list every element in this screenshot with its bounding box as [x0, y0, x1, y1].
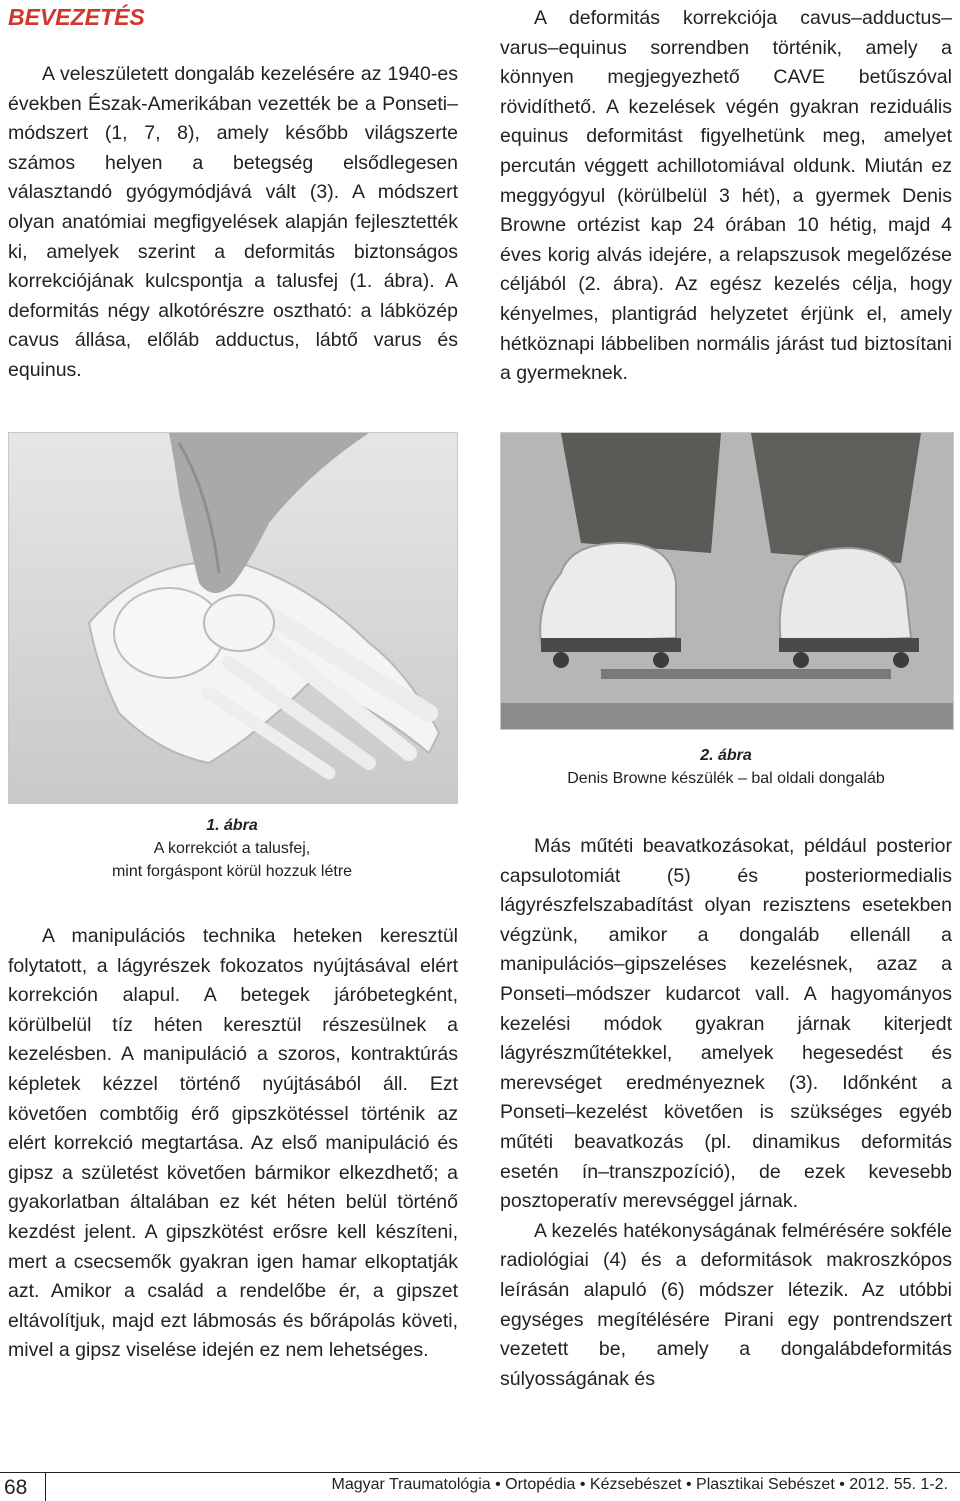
figure-2-caption	[500, 744, 952, 790]
figure-2-image	[500, 432, 954, 730]
paragraph: A kezelés hatékonyságának felmérésére sokféle radiológiai (4) és a deformitások makroszkópos leírásán alapuló (6) módszer létezik. Az utóbbi egységes megítélésére Pirani egy pontrendszert vezetett be, amely a dongalábdeformitás súlyosságának és	[500, 1219, 952, 1390]
journal-footer: Magyar Traumatológia • Ortopédia • Kézsebészet • Plasztikai Sebészet • 2012. 55. 1-2.	[331, 1476, 948, 1493]
figure-1-caption-line1: A korrekciót a talusfej,	[153, 840, 311, 857]
figure-2-caption-text: Denis Browne készülék – bal oldali dongaláb	[567, 770, 885, 787]
figure-1-caption-line2: mint forgáspont körül hozzuk létre	[111, 863, 353, 880]
paragraph: A manipulációs technika heteken keresztül folytatott, a lágyrészek fokozatos nyújtásával elért korrekción alapul. A betegek járóbetegként, körülbelül tíz héten keresztül részesülnek a kezelésben. A manipuláció a szoros, kontraktúrás képletek kézzel történő nyújtásából áll. Ezt követően combtőig érő gipszkötéssel történik az elért korrekció megtartása. Az első manipuláció és gipsz a születést követően bármikor elkezdhető; a gyakorlatban általában ez két héten belül történő kezdést jelent. A gipszkötést erősre kell készíteni, mert a csecsemők gyakran igen hamar elkoptatják azt. Amikor a család a rendelőbe ér, a gipszet eltávolítjuk, majd ezt lábmosás és bőrápolás követi, mivel a gipsz viselése idején ez nem lehetséges.	[8, 925, 458, 1362]
figure-2-number: 2. ábra	[700, 747, 752, 764]
right-column-bottom	[500, 832, 952, 1394]
figure-1-caption	[8, 814, 456, 883]
denis-browne-device-illustration	[501, 433, 953, 729]
footer-rule	[0, 1472, 960, 1473]
figure-1-image	[8, 432, 458, 804]
right-column-top	[500, 4, 952, 389]
page-number: 68	[4, 1476, 28, 1499]
figure-1-number: 1. ábra	[206, 817, 258, 834]
paragraph: A deformitás korrekciója cavus–adductus–varus–equinus sorrendben történik, amely a könnyen megjegyezhető CAVE betűszóval rövidíthető. A kezelések végén gyakran reziduális equinus deformitást figyelhetünk meg, amelyet percután véggett achillotomiával oldunk. Miután ez meggyógyul (körülbelül 3 hét), a gyermek Denis Browne ortézist kap 24 órában 10 hétig, majd 4 éves korig alvás idejére, a relapszusok megelőzése céljából (2. ábra). Az egész kezelés célja, hogy kényelmes, plantigrád helyzetet érjünk el, amely hétköznapi lábbeliben normális járást tud biztosítani a gyermeknek.	[500, 7, 952, 385]
foot-skeleton-illustration	[9, 433, 457, 803]
paragraph: Más műtéti beavatkozásokat, például posterior capsulotomiát (5) és posteriormedialis lágyrészfelszabadítást olyan rezisztens esetekben végzünk, amikor a dongaláb ellenáll a manipulációs–gipszeléses kezelésnek, azaz a Ponseti–módszer kudarcot vall. A hagyományos kezelési módok gyakran járnak kiterjedt lágyrészműtétekkel, amelyek hegesedést és merevséget eredményeznek (3). Időnként a Ponseti–kezelést követően is szükséges egyéb műtéti beavatkozás (pl. dinamikus deformitás esetén ín–transzpozíció), de ezek kevesebb posztoperatív merevséggel járnak.	[500, 835, 952, 1213]
paragraph: A veleszületett dongaláb kezelésére az 1940-es években Észak-Amerikában vezették be a Ponseti–módszert (1, 7, 8), amely később világszerte számos helyen a betegség elsődlegesen választandó gyógymódjává vált (3). A módszert olyan anatómiai megfigyelések alapján fejlesztették ki, amelyek szerint a deformitás biztonságos korrekciójának kulcspontja a talusfej (1. ábra). A deformitás négy alkotórészre osztható: a lábközép cavus állása, előláb adductus, lábtő varus és equinus.	[8, 63, 458, 381]
section-heading: BEVEZETÉS	[8, 4, 145, 30]
left-column-top	[8, 60, 458, 386]
left-column-bottom	[8, 922, 458, 1366]
